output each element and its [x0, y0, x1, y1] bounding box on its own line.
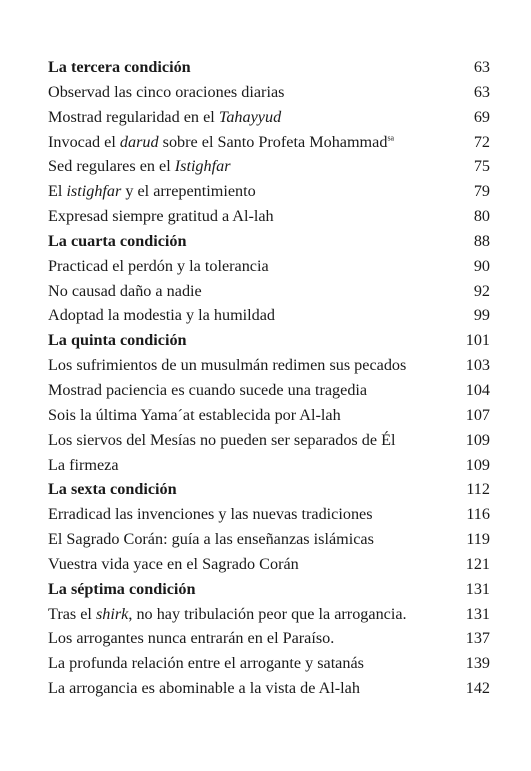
- toc-entry: [48, 428, 490, 453]
- toc-entry: [48, 651, 490, 676]
- page-number: 90: [473, 256, 490, 275]
- title-text: Vuestra vida yace en el Sagrado Corán: [48, 554, 299, 573]
- page-number: 103: [465, 356, 490, 375]
- honorific-superscript: sa: [387, 133, 395, 143]
- page-number: 99: [473, 306, 490, 325]
- toc-entry: [48, 105, 490, 130]
- page-number: 119: [466, 530, 490, 549]
- italic-term: Tahayyud: [218, 107, 282, 126]
- page-number: 112: [466, 480, 490, 499]
- page-number: 63: [473, 82, 490, 101]
- section-title: [48, 328, 187, 353]
- title-text: y el arrepentimiento: [121, 182, 256, 201]
- section-title: [48, 55, 191, 80]
- toc-section-heading: [48, 55, 490, 80]
- title-text: La cuarta condición: [48, 231, 187, 250]
- toc-entry: [48, 80, 490, 105]
- toc-entry: [48, 453, 490, 478]
- italic-term: Istighfar: [174, 157, 231, 176]
- toc-section-heading: [48, 328, 490, 353]
- entry-title: [48, 154, 231, 179]
- title-text: Sed regulares en el: [48, 157, 175, 176]
- page-number: 88: [473, 231, 490, 250]
- page-number: 104: [465, 380, 490, 399]
- page-number: 121: [465, 554, 490, 573]
- title-text: Sois la última Yama´at establecida por Al-lah: [48, 405, 341, 424]
- italic-term: shirk: [95, 604, 129, 623]
- title-text: Los siervos del Mesías no pueden ser separados de Él: [48, 430, 396, 449]
- section-title: [48, 577, 196, 602]
- entry-title: [48, 602, 407, 627]
- page-number: 69: [473, 107, 490, 126]
- toc-section-heading: [48, 477, 490, 502]
- page-number: 63: [473, 58, 490, 76]
- title-text: , no hay tribulación peor que la arrogancia.: [128, 604, 407, 623]
- section-title: [48, 229, 187, 254]
- toc-entry: [48, 403, 490, 428]
- page-number: 131: [465, 604, 490, 623]
- page-number: 139: [465, 654, 490, 673]
- toc-entry: [48, 676, 490, 701]
- title-text: La arrogancia es abominable a la vista de Al-lah: [48, 679, 360, 698]
- title-text: Erradicad las invenciones y las nuevas tradiciones: [48, 505, 373, 524]
- title-text: La sexta condición: [48, 480, 177, 499]
- title-text: Mostrad regularidad en el: [48, 107, 219, 126]
- page-number: 131: [465, 579, 490, 598]
- title-text: La quinta condición: [48, 331, 187, 350]
- page-number: 92: [473, 281, 490, 300]
- entry-title: [48, 279, 202, 304]
- page-number: 75: [473, 157, 490, 176]
- page-number: 109: [465, 430, 490, 449]
- entry-title: [48, 527, 374, 552]
- entry-title: [48, 552, 299, 577]
- toc-entry: [48, 254, 490, 279]
- entry-title: [48, 453, 119, 478]
- entry-title: [48, 179, 256, 204]
- entry-title: [48, 353, 406, 378]
- entry-title: [48, 403, 341, 428]
- title-text: La firmeza: [48, 455, 119, 474]
- entry-title: [48, 626, 334, 651]
- table-of-contents: [48, 55, 490, 701]
- page-number: 107: [465, 405, 490, 424]
- title-text: La séptima condición: [48, 579, 196, 598]
- title-text: Adoptad la modestia y la humildad: [48, 306, 276, 325]
- toc-section-heading: [48, 229, 490, 254]
- entry-title: [48, 502, 373, 527]
- title-text: sobre el Santo Profeta Mohammad: [158, 132, 388, 151]
- title-text: Los arrogantes nunca entrarán en el Paraíso.: [48, 629, 335, 648]
- page-number: 72: [473, 132, 490, 151]
- entry-title: [48, 676, 360, 701]
- page-number: 109: [465, 455, 490, 474]
- title-text: Practicad el perdón y la tolerancia: [48, 256, 269, 275]
- entry-title: [48, 204, 274, 229]
- title-text: Tras el: [48, 604, 96, 623]
- toc-entry: [48, 353, 490, 378]
- title-text: Observad las cinco oraciones diarias: [48, 82, 285, 101]
- title-text: Invocad el: [48, 132, 120, 151]
- title-text: Expresad siempre gratitud a Al-lah: [48, 207, 274, 226]
- toc-entry: [48, 279, 490, 304]
- page-number: 116: [466, 505, 490, 524]
- entry-title: [48, 651, 364, 676]
- toc-entry: [48, 552, 490, 577]
- entry-title: [48, 303, 275, 328]
- page-number: 79: [473, 182, 490, 201]
- page-number: 142: [465, 679, 490, 698]
- title-text: Los sufrimientos de un musulmán redimen sus pecados: [48, 356, 407, 375]
- title-text: El Sagrado Corán: guía a las enseñanzas islámicas: [48, 530, 374, 549]
- toc-entry: [48, 502, 490, 527]
- title-text: La profunda relación entre el arrogante y satanás: [48, 654, 364, 673]
- title-text: La tercera condición: [48, 58, 191, 76]
- italic-term: darud: [119, 132, 159, 151]
- title-text: Mostrad paciencia es cuando sucede una tragedia: [48, 380, 368, 399]
- entry-title: [48, 105, 281, 130]
- toc-entry: [48, 204, 490, 229]
- entry-title: [48, 428, 396, 453]
- page-number: 101: [465, 331, 490, 350]
- entry-title: [48, 80, 284, 105]
- section-title: [48, 477, 177, 502]
- title-text: El: [48, 182, 67, 201]
- page-number: 137: [465, 629, 490, 648]
- entry-title: [48, 378, 367, 403]
- entry-title: [48, 254, 269, 279]
- toc-entry: [48, 303, 490, 328]
- page-number: 80: [473, 207, 490, 226]
- toc-entry: [48, 527, 490, 552]
- toc-entry: [48, 154, 490, 179]
- toc-section-heading: [48, 577, 490, 602]
- italic-term: istighfar: [66, 182, 122, 201]
- toc-entry: [48, 626, 490, 651]
- toc-entry: [48, 378, 490, 403]
- title-text: No causad daño a nadie: [48, 281, 202, 300]
- entry-title: [48, 130, 394, 155]
- toc-entry: [48, 179, 490, 204]
- toc-entry: [48, 602, 490, 627]
- toc-entry: [48, 130, 490, 155]
